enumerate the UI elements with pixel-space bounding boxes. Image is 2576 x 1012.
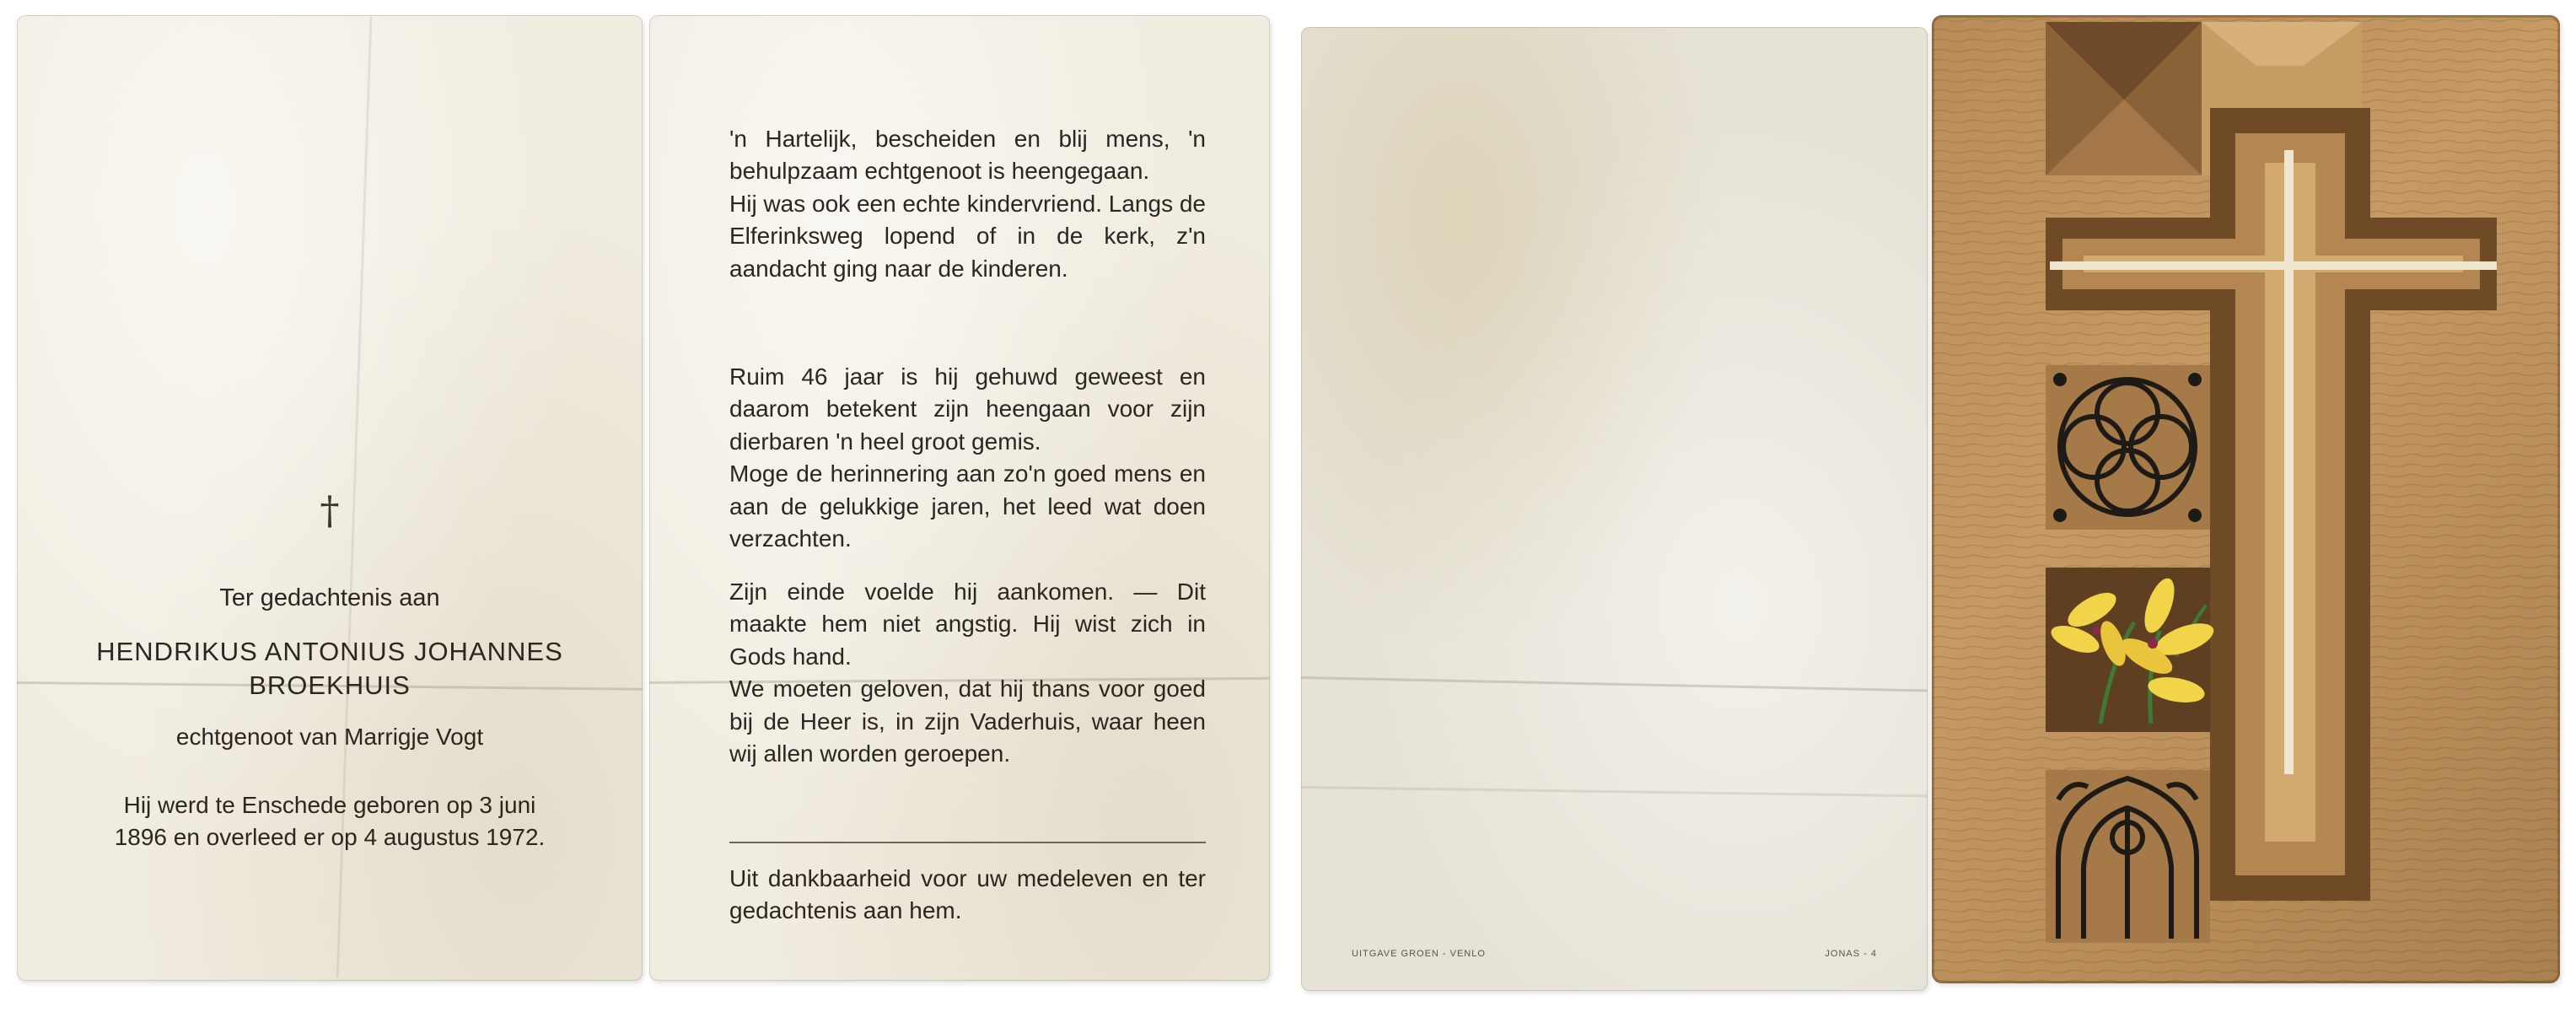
fold-crease [1301,676,1928,692]
cross-icon [2284,150,2294,774]
card-page-name [17,15,643,981]
memorial-intro: Ter gedachtenis aan [219,584,440,611]
deceased-name-line1: HENDRIKUS ANTONIUS JOHANNES [96,637,563,666]
paragraph-line: 'n Hartelijk, bescheiden en blij mens, 'n behulpzaam echtgenoot is heengegaan. [729,126,1206,185]
quatrefoil-panel [2046,365,2210,530]
paragraph-line: Ruim 46 jaar is hij gehuwd geweest en daarom betekent zijn heengaan voor zijn dierbaren 'n heel groot gemis. [729,363,1206,455]
card-page-text [649,15,1270,981]
cross-icon [2050,261,2497,270]
wood-inlay-artwork [1932,15,2560,983]
paragraph-line: Hij was ook een echte kindervriend. Langs de Elferinksweg lopend of in de kerk, z'n aandacht ging naar de kinderen. [729,190,1207,282]
paragraph-line: We moeten geloven, dat hij thans voor goed bij de Heer is, in zijn Vaderhuis, waar heen wij allen worden geroepen. [729,676,1206,767]
divider [729,842,1206,843]
fold-crease [1301,786,1928,797]
paragraph-line: Moge de herinnering aan zo'n goed mens en aan de gelukkige jaren, het leed wat doen verzachten. [729,460,1206,552]
deceased-name-line2: BROEKHUIS [249,670,411,700]
paragraph-1 [729,123,1206,285]
ornament-dot [2053,373,2067,386]
series-code: JONAS - 4 [1825,949,1877,959]
closing-text: Uit dankbaarheid voor uw medeleven en ter gedachtenis aan hem. [729,865,1206,924]
birth-death-text: Hij werd te Enschede geboren op 3 juni 1896 en overleed er op 4 augustus 1972. [114,792,546,850]
cross-icon: † [320,487,340,533]
paragraph-2 [729,361,1206,555]
ornament-dot [2053,509,2067,522]
paragraph-line: Zijn einde voelde hij aankomen. — Dit maakte hem niet angstig. Hij wist zich in Gods hand. [729,579,1206,670]
card-page-cover [1932,15,2560,983]
ornament-dot [2188,373,2202,386]
ornament-dot [2188,509,2202,522]
card-page-back [1301,27,1928,991]
deceased-name [17,635,643,702]
paragraph-3 [729,576,1206,770]
spouse-line: echtgenoot van Marrigje Vogt [175,724,484,750]
publisher-imprint: UITGAVE GROEN - VENLO [1352,949,1486,959]
